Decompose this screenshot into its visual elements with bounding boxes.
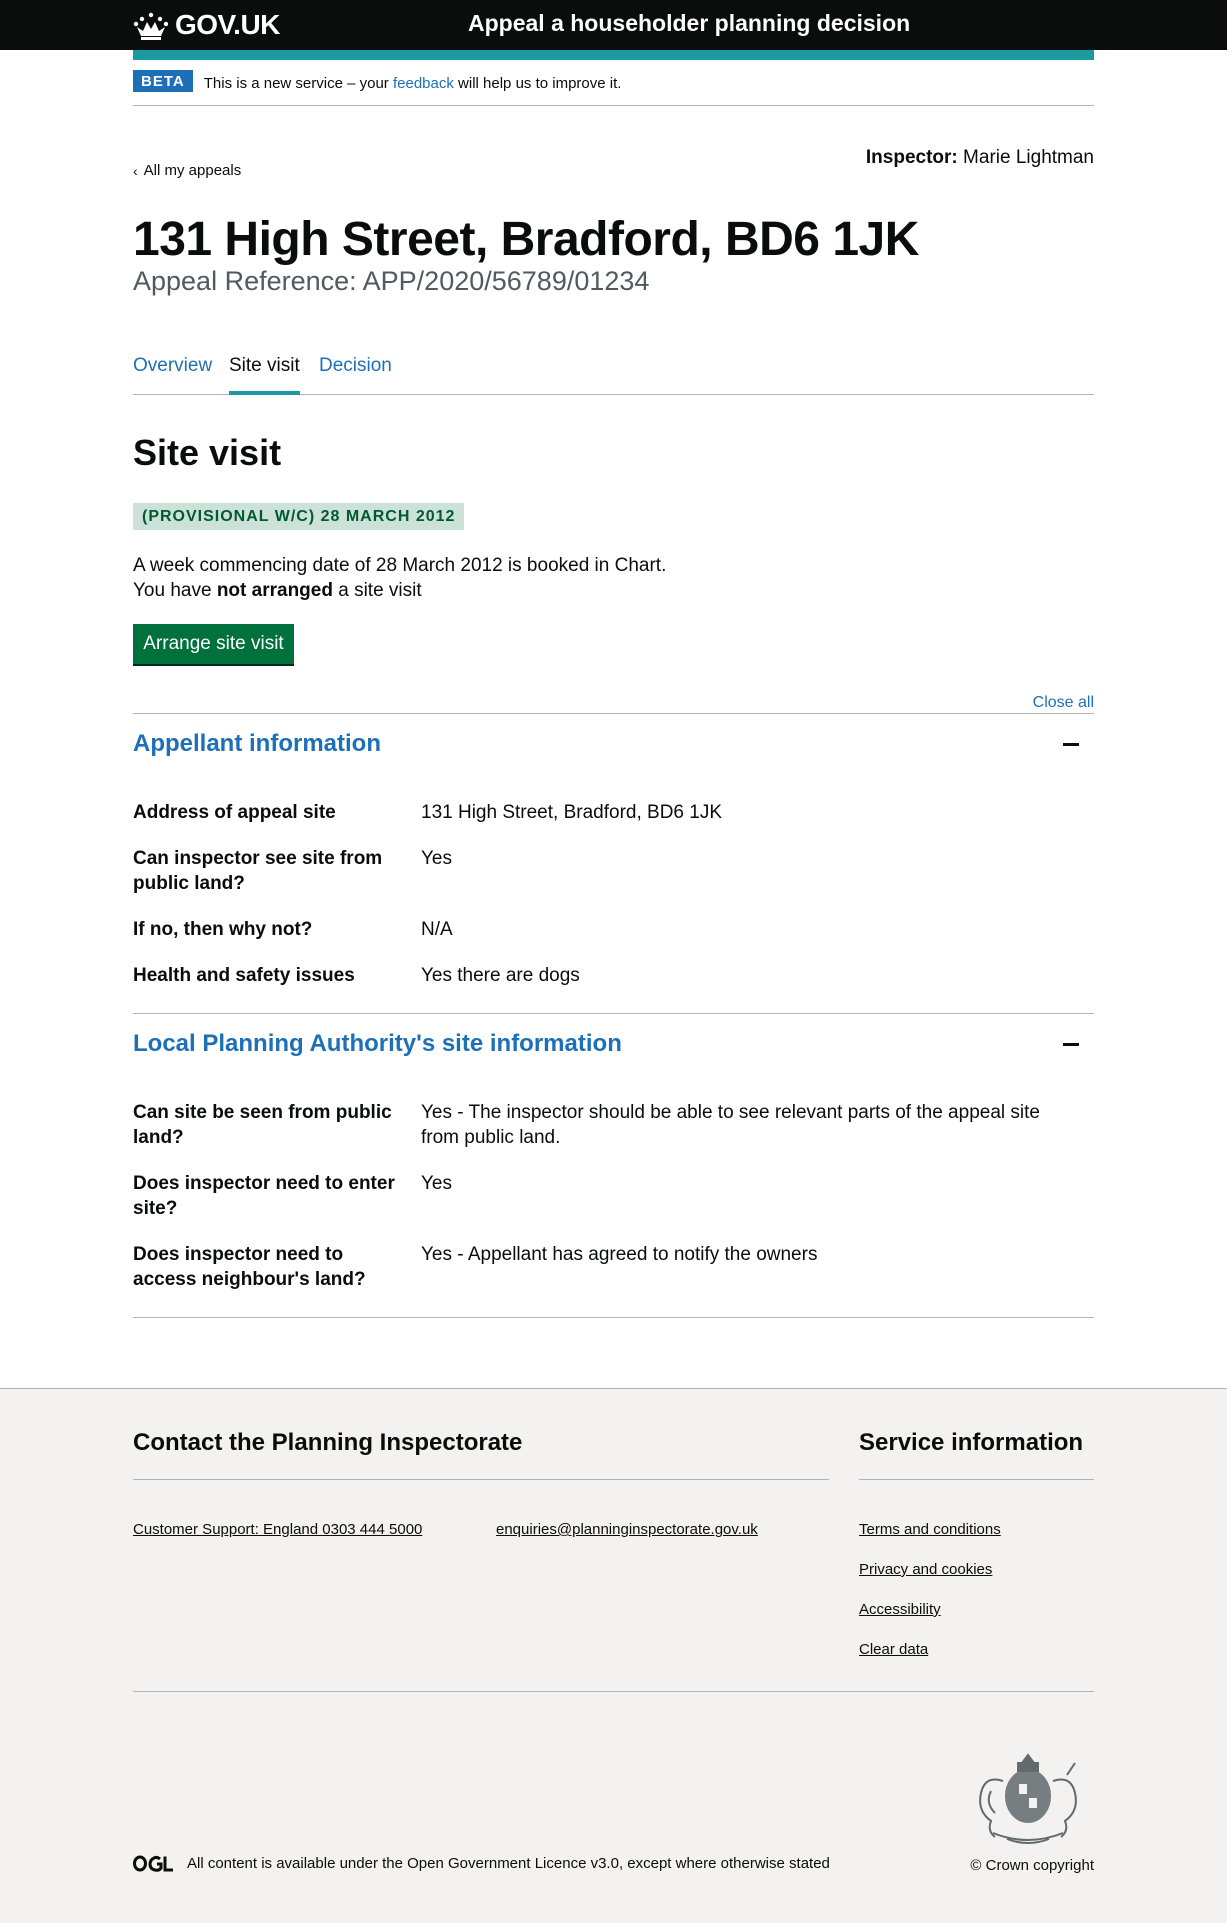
provisional-date-tag: (PROVISIONAL W/C) 28 MARCH 2012: [133, 503, 464, 530]
summary-value: Yes there are dogs: [421, 965, 580, 986]
govuk-header: [0, 0, 1227, 50]
footer-divider: [133, 1479, 829, 1480]
site-visit-heading: Site visit: [133, 432, 282, 473]
summary-key: Can site be seen from public land?: [133, 1102, 392, 1148]
privacy-link[interactable]: Privacy and cookies: [859, 1561, 993, 1578]
govuk-logo-text: GOV.UK: [175, 9, 280, 40]
terms-link[interactable]: Terms and conditions: [859, 1521, 1001, 1538]
crown-icon: [133, 10, 169, 40]
back-link-container: [133, 162, 241, 179]
beta-tag: BETA: [133, 70, 193, 92]
accordion-divider: [133, 1013, 1094, 1014]
arrangement-status-text: [133, 580, 422, 602]
chevron-left-icon: ‹: [133, 162, 138, 179]
clear-data-link[interactable]: Clear data: [859, 1641, 929, 1658]
summary-key: If no, then why not?: [133, 919, 313, 940]
booked-date-text: A week commencing date of 28 March 2012 is booked in Chart.: [133, 555, 667, 576]
appeal-reference: Appeal Reference: APP/2020/56789/01234: [133, 266, 650, 296]
email-link[interactable]: enquiries@planninginspectorate.gov.uk: [496, 1521, 758, 1538]
ogl-licence-link[interactable]: Open Government Licence v3.0: [407, 1855, 619, 1872]
accordion-heading-lpa[interactable]: Local Planning Authority's site information: [133, 1030, 622, 1057]
inspector-name: Marie Lightman: [957, 147, 1094, 168]
page-title: 131 High Street, Bradford, BD6 1JK: [133, 213, 919, 266]
royal-coat-of-arms-icon: [963, 1741, 1093, 1846]
service-info-heading: Service information: [859, 1429, 1084, 1456]
phase-text-before: This is a new service – your: [203, 75, 393, 92]
summary-value: 131 High Street, Bradford, BD6 1JK: [421, 802, 722, 823]
crown-copyright-link[interactable]: © Crown copyright: [970, 1857, 1094, 1874]
licence-text-before: All content is available under the: [187, 1855, 408, 1872]
customer-support-link[interactable]: Customer Support: England 0303 444 5000: [133, 1521, 423, 1538]
tab-overview[interactable]: Overview: [133, 355, 213, 376]
arrange-site-visit-button[interactable]: Arrange site visit: [133, 624, 294, 664]
accordion-heading-appellant[interactable]: Appellant information: [133, 730, 381, 757]
all-my-appeals-link[interactable]: All my appeals: [143, 162, 242, 179]
tab-list: [133, 355, 1094, 395]
footer: [0, 1388, 1227, 1923]
feedback-link[interactable]: feedback: [392, 75, 454, 92]
accessibility-link[interactable]: Accessibility: [859, 1601, 941, 1618]
phase-text-after: will help us to improve it.: [453, 75, 622, 92]
collapse-icon[interactable]: [1063, 743, 1079, 746]
summary-key: Does inspector need to access neighbour's land?: [133, 1244, 366, 1290]
inspector-label: Inspector:: [865, 147, 958, 168]
licence-text-after: , except where otherwise stated: [618, 1855, 830, 1872]
tab-site-visit[interactable]: Site visit: [229, 355, 300, 395]
summary-value: N/A: [421, 919, 453, 940]
status-not-arranged: not arranged: [216, 580, 333, 601]
footer-divider: [133, 1691, 1094, 1692]
close-all-link[interactable]: Close all: [1032, 694, 1094, 711]
accordion-divider: [133, 713, 1094, 714]
phase-banner-text: [204, 70, 622, 92]
summary-key: Can inspector see site from public land?: [133, 848, 383, 894]
licence-row: [133, 1855, 830, 1872]
phase-banner: [133, 70, 1094, 106]
summary-key: Address of appeal site: [133, 802, 336, 823]
licence-text: [187, 1855, 830, 1872]
ogl-logo-icon: [133, 1855, 175, 1872]
inspector-info: [866, 147, 1094, 169]
summary-value: Yes: [421, 1173, 452, 1194]
status-text-after: a site visit: [332, 580, 422, 601]
summary-value: Yes - Appellant has agreed to notify the owners: [421, 1244, 818, 1265]
tab-decision[interactable]: Decision: [319, 355, 392, 376]
summary-value: Yes: [421, 848, 452, 869]
summary-value: Yes - The inspector should be able to see relevant parts of the appeal site from public land.: [421, 1102, 1040, 1148]
header-accent-bar: [133, 50, 1094, 60]
contact-heading: Contact the Planning Inspectorate: [133, 1429, 523, 1456]
collapse-icon[interactable]: [1063, 1043, 1079, 1046]
service-name[interactable]: Appeal a householder planning decision: [468, 10, 911, 36]
accordion-divider: [133, 1317, 1094, 1318]
summary-key: Does inspector need to enter site?: [133, 1173, 395, 1219]
govuk-logo-link[interactable]: [133, 9, 280, 41]
status-text-before: You have: [133, 580, 217, 601]
summary-key: Health and safety issues: [133, 965, 355, 986]
footer-divider: [859, 1479, 1094, 1480]
